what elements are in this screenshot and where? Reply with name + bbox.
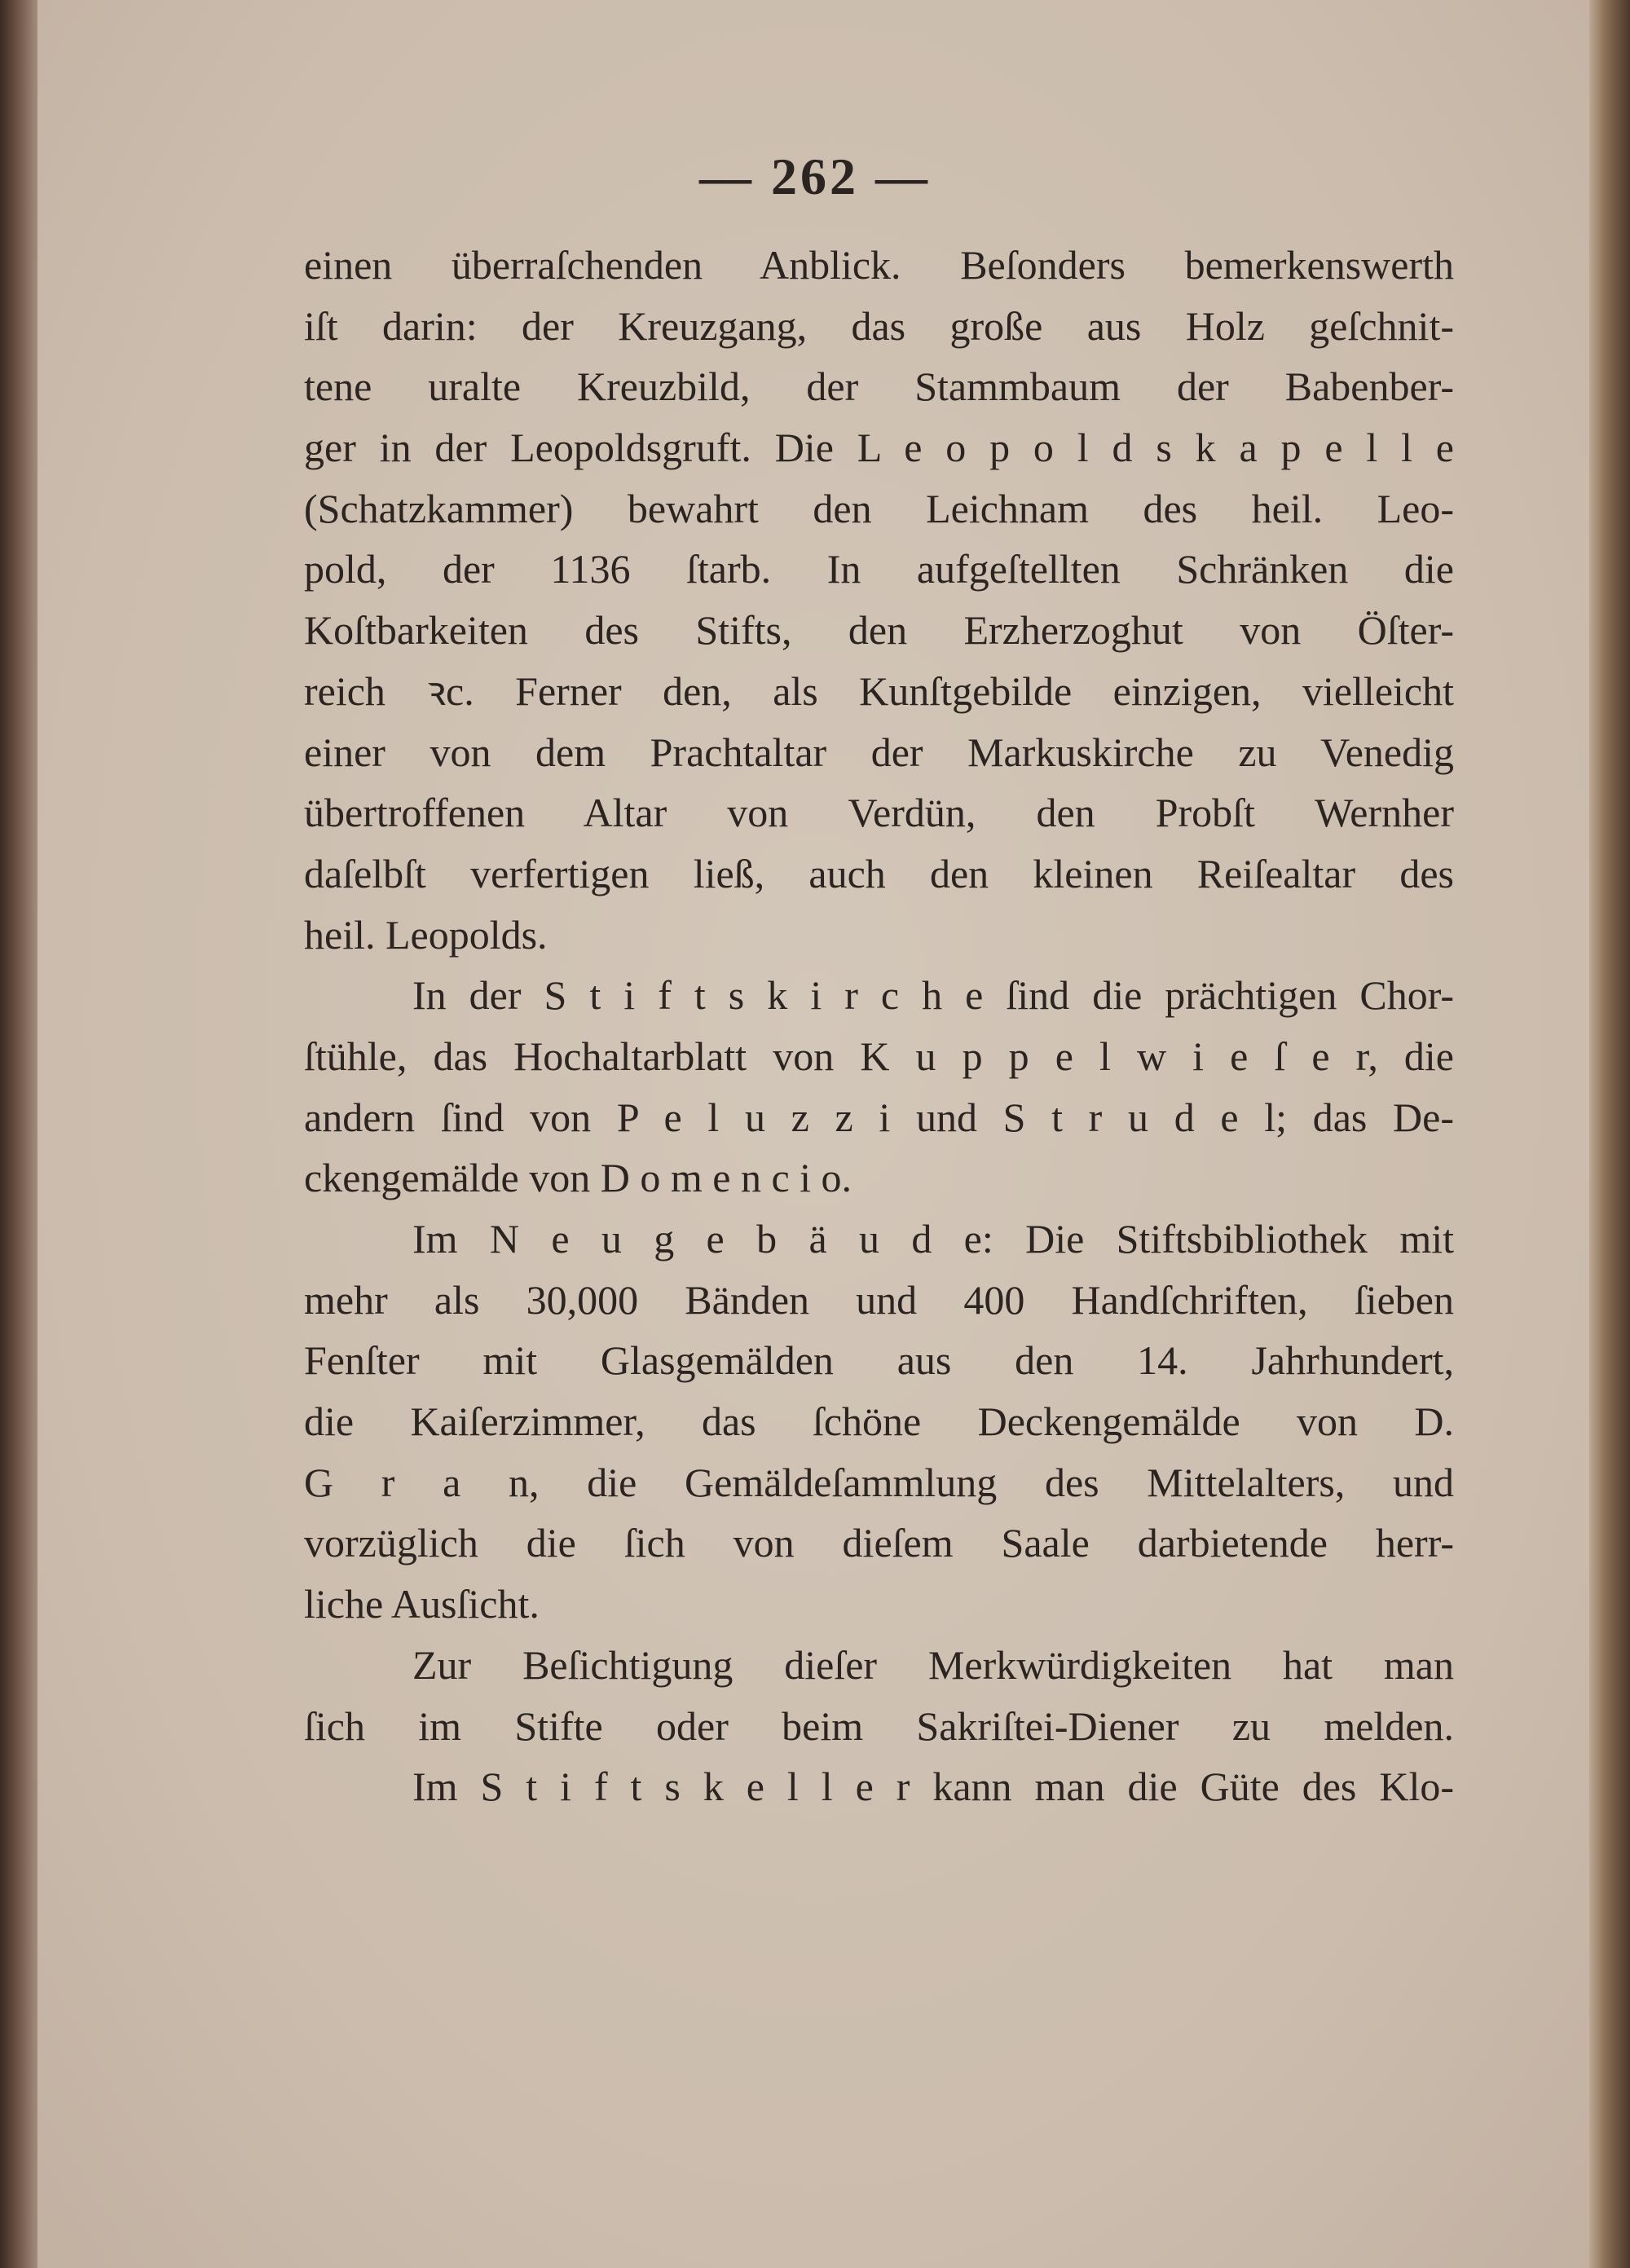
- text-line: reich ꝛc. Ferner den, als Kunſtgebilde einzigen, vielleicht: [304, 667, 1454, 714]
- text-line: daſelbſt verfertigen ließ, auch den kleinen Reiſealtar des: [304, 850, 1454, 896]
- body-text: [304, 235, 1454, 1817]
- text-line: (Schatzkammer) bewahrt den Leichnam des heil. Leo-: [304, 485, 1454, 531]
- text-line: vorzüglich die ſich von dieſem Saale darbietende herr-: [304, 1520, 1454, 1566]
- text-line: mehr als 30,000 Bänden und 400 Handſchriften, ſieben: [304, 1276, 1454, 1323]
- text-line: andern ſind von P e l u z z i und S t r u d e l; das De-: [304, 1094, 1454, 1140]
- text-line: ſich im Stifte oder beim Sakriſtei-Diener zu melden.: [304, 1702, 1454, 1749]
- text-line: iſt darin: der Kreuzgang, das große aus Holz geſchnit-: [304, 302, 1454, 349]
- text-line: pold, der 1136 ſtarb. In aufgeſtellten Schränken die: [304, 546, 1454, 592]
- book-spine-edge: [0, 0, 37, 2268]
- text-line: G r a n, die Gemäldeſammlung des Mittelalters, und: [304, 1459, 1454, 1505]
- text-line: tene uralte Kreuzbild, der Stammbaum der Babenber-: [304, 363, 1454, 410]
- text-line: In der S t i f t s k i r c h e ſind die prächtigen Chor-: [412, 972, 1454, 1019]
- text-line: die Kaiſerzimmer, das ſchöne Deckengemälde von D.: [304, 1398, 1454, 1445]
- text-line: übertroffenen Altar von Verdün, den Probſt Wernher: [304, 790, 1454, 836]
- text-line: ckengemälde von D o m e n c i o.: [304, 1155, 852, 1201]
- page-number: — 262 —: [699, 148, 931, 205]
- text-line: Im S t i f t s k e l l e r kann man die Güte des Klo-: [412, 1764, 1454, 1810]
- text-line: Zur Beſichtigung dieſer Merkwürdigkeiten hat man: [412, 1641, 1454, 1688]
- text-line: ger in der Leopoldsgruft. Die L e o p o l d s k a p e l l e: [304, 425, 1454, 471]
- text-line: heil. Leopolds.: [304, 911, 548, 958]
- text-line: Koſtbarkeiten des Stifts, den Erzherzoghut von Öſter-: [304, 607, 1454, 654]
- text-line: einer von dem Prachtaltar der Markuskirche zu Venedig: [304, 729, 1454, 775]
- text-line: Im N e u g e b ä u d e: Die Stiftsbibliothek mit: [412, 1216, 1454, 1262]
- text-line: Fenſter mit Glasgemälden aus den 14. Jahrhundert,: [304, 1337, 1454, 1384]
- text-line: einen überraſchenden Anblick. Beſonders bemerkenswerth: [304, 242, 1454, 288]
- text-line: liche Ausſicht.: [304, 1581, 540, 1627]
- book-page-edge: [1589, 0, 1630, 2268]
- text-line: ſtühle, das Hochaltarblatt von K u p p e l w i e ſ e r, die: [304, 1033, 1454, 1079]
